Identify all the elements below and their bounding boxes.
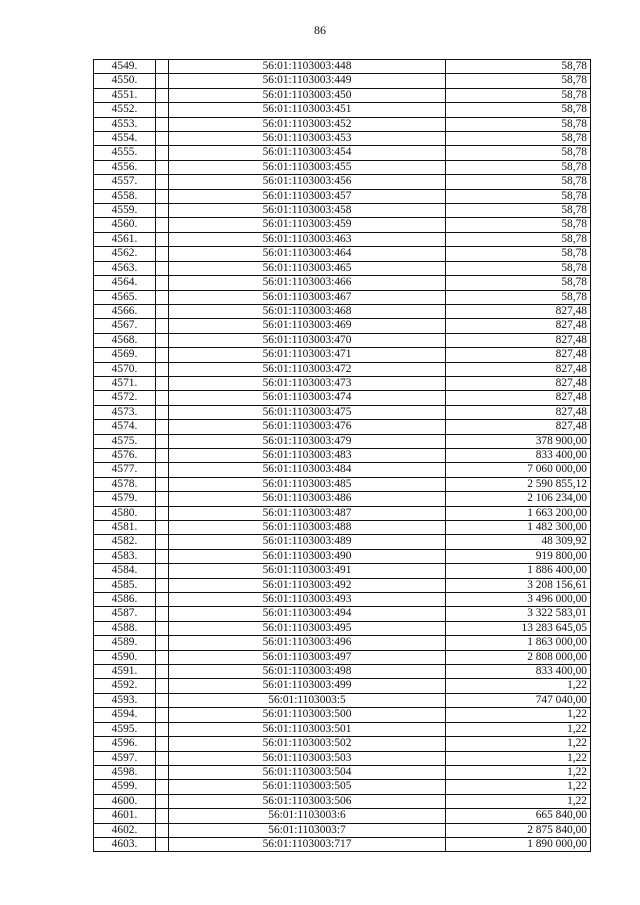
cadastral-value-table [93,59,591,852]
table-row [94,74,591,88]
spacer-cell [156,794,169,808]
row-number-cell: 4602. [94,823,156,837]
cadastral-value-cell: 3 208 156,61 [446,578,591,592]
row-number-cell: 4562. [94,247,156,261]
row-number-cell: 4556. [94,160,156,174]
cadastral-value-cell: 827,48 [446,405,591,419]
table-row [94,578,591,592]
cadastral-number-cell: 56:01:1103003:497 [169,650,446,664]
row-number-cell: 4584. [94,564,156,578]
cadastral-number-cell: 56:01:1103003:468 [169,304,446,318]
spacer-cell [156,60,169,74]
cadastral-value-cell: 827,48 [446,376,591,390]
row-number-cell: 4590. [94,650,156,664]
table-row [94,809,591,823]
row-number-cell: 4595. [94,722,156,736]
spacer-cell [156,837,169,851]
spacer-cell [156,117,169,131]
cadastral-number-cell: 56:01:1103003:495 [169,621,446,635]
spacer-cell [156,376,169,390]
cadastral-value-cell: 58,78 [446,117,591,131]
cadastral-value-cell: 1,22 [446,751,591,765]
cadastral-number-cell: 56:01:1103003:464 [169,247,446,261]
row-number-cell: 4578. [94,477,156,491]
row-number-cell: 4574. [94,420,156,434]
cadastral-number-cell: 56:01:1103003:502 [169,737,446,751]
table-row [94,535,591,549]
table-row [94,477,591,491]
table-row [94,722,591,736]
table-row [94,708,591,722]
cadastral-value-cell: 1,22 [446,708,591,722]
cadastral-number-cell: 56:01:1103003:7 [169,823,446,837]
cadastral-number-cell: 56:01:1103003:489 [169,535,446,549]
cadastral-number-cell: 56:01:1103003:488 [169,521,446,535]
cadastral-value-cell: 58,78 [446,290,591,304]
row-number-cell: 4572. [94,391,156,405]
cadastral-number-cell: 56:01:1103003:448 [169,60,446,74]
cadastral-value-cell: 665 840,00 [446,809,591,823]
cadastral-number-cell: 56:01:1103003:5 [169,693,446,707]
table-row [94,420,591,434]
spacer-cell [156,405,169,419]
row-number-cell: 4585. [94,578,156,592]
cadastral-value-cell: 58,78 [446,74,591,88]
spacer-cell [156,621,169,635]
row-number-cell: 4586. [94,593,156,607]
cadastral-number-cell: 56:01:1103003:6 [169,809,446,823]
cadastral-value-cell: 58,78 [446,218,591,232]
cadastral-number-cell: 56:01:1103003:503 [169,751,446,765]
cadastral-number-cell: 56:01:1103003:459 [169,218,446,232]
cadastral-number-cell: 56:01:1103003:463 [169,232,446,246]
cadastral-value-cell: 7 060 000,00 [446,463,591,477]
spacer-cell [156,434,169,448]
cadastral-value-cell: 58,78 [446,146,591,160]
table-row [94,247,591,261]
cadastral-number-cell: 56:01:1103003:458 [169,204,446,218]
cadastral-value-cell: 58,78 [446,132,591,146]
cadastral-value-cell: 58,78 [446,60,591,74]
table-row [94,160,591,174]
spacer-cell [156,232,169,246]
spacer-cell [156,751,169,765]
spacer-cell [156,175,169,189]
table-row [94,679,591,693]
row-number-cell: 4560. [94,218,156,232]
table-row [94,506,591,520]
cadastral-number-cell: 56:01:1103003:451 [169,103,446,117]
cadastral-number-cell: 56:01:1103003:454 [169,146,446,160]
cadastral-number-cell: 56:01:1103003:469 [169,319,446,333]
spacer-cell [156,593,169,607]
cadastral-value-cell: 827,48 [446,304,591,318]
cadastral-value-cell: 1,22 [446,765,591,779]
row-number-cell: 4597. [94,751,156,765]
table-row [94,88,591,102]
cadastral-number-cell: 56:01:1103003:453 [169,132,446,146]
table-row [94,189,591,203]
table-row [94,304,591,318]
cadastral-number-cell: 56:01:1103003:449 [169,74,446,88]
cadastral-value-cell: 58,78 [446,232,591,246]
cadastral-number-cell: 56:01:1103003:501 [169,722,446,736]
spacer-cell [156,276,169,290]
row-number-cell: 4577. [94,463,156,477]
cadastral-value-cell: 3 322 583,01 [446,607,591,621]
cadastral-number-cell: 56:01:1103003:467 [169,290,446,304]
spacer-cell [156,333,169,347]
cadastral-value-cell: 1 890 000,00 [446,837,591,851]
spacer-cell [156,549,169,563]
spacer-cell [156,391,169,405]
cadastral-number-cell: 56:01:1103003:470 [169,333,446,347]
cadastral-value-cell: 58,78 [446,175,591,189]
table-row [94,593,591,607]
cadastral-value-cell: 13 283 645,05 [446,621,591,635]
spacer-cell [156,765,169,779]
spacer-cell [156,564,169,578]
table-row [94,737,591,751]
cadastral-number-cell: 56:01:1103003:498 [169,665,446,679]
table-row [94,492,591,506]
cadastral-value-cell: 1,22 [446,722,591,736]
cadastral-value-cell: 827,48 [446,420,591,434]
cadastral-value-cell: 747 040,00 [446,693,591,707]
spacer-cell [156,348,169,362]
table-row [94,463,591,477]
spacer-cell [156,304,169,318]
table-row [94,391,591,405]
cadastral-number-cell: 56:01:1103003:471 [169,348,446,362]
cadastral-value-cell: 827,48 [446,319,591,333]
cadastral-value-cell: 1 863 000,00 [446,636,591,650]
row-number-cell: 4579. [94,492,156,506]
row-number-cell: 4555. [94,146,156,160]
spacer-cell [156,204,169,218]
spacer-cell [156,463,169,477]
cadastral-value-cell: 1,22 [446,737,591,751]
table-row [94,636,591,650]
cadastral-number-cell: 56:01:1103003:483 [169,448,446,462]
table-row [94,290,591,304]
spacer-cell [156,492,169,506]
row-number-cell: 4588. [94,621,156,635]
row-number-cell: 4575. [94,434,156,448]
cadastral-value-cell: 3 496 000,00 [446,593,591,607]
cadastral-number-cell: 56:01:1103003:484 [169,463,446,477]
cadastral-value-cell: 827,48 [446,333,591,347]
table-body [94,60,591,852]
table-row [94,232,591,246]
spacer-cell [156,737,169,751]
cadastral-value-cell: 1,22 [446,679,591,693]
table-row [94,276,591,290]
table-row [94,751,591,765]
cadastral-number-cell: 56:01:1103003:450 [169,88,446,102]
cadastral-number-cell: 56:01:1103003:491 [169,564,446,578]
cadastral-number-cell: 56:01:1103003:500 [169,708,446,722]
cadastral-value-cell: 48 309,92 [446,535,591,549]
table-row [94,434,591,448]
row-number-cell: 4550. [94,74,156,88]
cadastral-number-cell: 56:01:1103003:479 [169,434,446,448]
table-row [94,607,591,621]
cadastral-value-cell: 1 663 200,00 [446,506,591,520]
spacer-cell [156,722,169,736]
row-number-cell: 4554. [94,132,156,146]
spacer-cell [156,189,169,203]
cadastral-number-cell: 56:01:1103003:505 [169,780,446,794]
cadastral-number-cell: 56:01:1103003:496 [169,636,446,650]
row-number-cell: 4594. [94,708,156,722]
row-number-cell: 4561. [94,232,156,246]
row-number-cell: 4570. [94,362,156,376]
row-number-cell: 4563. [94,261,156,275]
cadastral-value-cell: 2 106 234,00 [446,492,591,506]
row-number-cell: 4598. [94,765,156,779]
cadastral-value-cell: 58,78 [446,276,591,290]
row-number-cell: 4573. [94,405,156,419]
spacer-cell [156,88,169,102]
table-row [94,117,591,131]
row-number-cell: 4596. [94,737,156,751]
cadastral-value-cell: 2 875 840,00 [446,823,591,837]
cadastral-number-cell: 56:01:1103003:476 [169,420,446,434]
spacer-cell [156,679,169,693]
spacer-cell [156,160,169,174]
table-row [94,837,591,851]
spacer-cell [156,578,169,592]
row-number-cell: 4551. [94,88,156,102]
spacer-cell [156,650,169,664]
table-row [94,204,591,218]
cadastral-value-cell: 58,78 [446,261,591,275]
cadastral-value-cell: 1,22 [446,780,591,794]
row-number-cell: 4589. [94,636,156,650]
cadastral-value-cell: 827,48 [446,362,591,376]
spacer-cell [156,103,169,117]
table-row [94,549,591,563]
cadastral-number-cell: 56:01:1103003:494 [169,607,446,621]
cadastral-number-cell: 56:01:1103003:499 [169,679,446,693]
spacer-cell [156,823,169,837]
cadastral-number-cell: 56:01:1103003:472 [169,362,446,376]
spacer-cell [156,665,169,679]
cadastral-number-cell: 56:01:1103003:504 [169,765,446,779]
row-number-cell: 4580. [94,506,156,520]
cadastral-value-cell: 58,78 [446,88,591,102]
row-number-cell: 4568. [94,333,156,347]
row-number-cell: 4566. [94,304,156,318]
cadastral-value-cell: 58,78 [446,160,591,174]
spacer-cell [156,506,169,520]
row-number-cell: 4564. [94,276,156,290]
spacer-cell [156,809,169,823]
cadastral-number-cell: 56:01:1103003:456 [169,175,446,189]
spacer-cell [156,693,169,707]
row-number-cell: 4600. [94,794,156,808]
spacer-cell [156,74,169,88]
table-row [94,650,591,664]
cadastral-number-cell: 56:01:1103003:486 [169,492,446,506]
row-number-cell: 4576. [94,448,156,462]
cadastral-value-cell: 1 482 300,00 [446,521,591,535]
row-number-cell: 4569. [94,348,156,362]
cadastral-value-cell: 827,48 [446,391,591,405]
spacer-cell [156,319,169,333]
cadastral-value-cell: 833 400,00 [446,448,591,462]
cadastral-value-cell: 1,22 [446,794,591,808]
spacer-cell [156,261,169,275]
spacer-cell [156,218,169,232]
cadastral-number-cell: 56:01:1103003:465 [169,261,446,275]
table-row [94,780,591,794]
table-row [94,823,591,837]
cadastral-value-cell: 1 886 400,00 [446,564,591,578]
spacer-cell [156,448,169,462]
cadastral-number-cell: 56:01:1103003:452 [169,117,446,131]
table-row [94,621,591,635]
table-row [94,146,591,160]
row-number-cell: 4593. [94,693,156,707]
spacer-cell [156,521,169,535]
table-row [94,261,591,275]
cadastral-value-cell: 2 590 855,12 [446,477,591,491]
cadastral-value-cell: 58,78 [446,204,591,218]
spacer-cell [156,420,169,434]
spacer-cell [156,607,169,621]
row-number-cell: 4582. [94,535,156,549]
spacer-cell [156,636,169,650]
row-number-cell: 4553. [94,117,156,131]
cadastral-value-cell: 58,78 [446,189,591,203]
row-number-cell: 4565. [94,290,156,304]
table-row [94,333,591,347]
cadastral-value-cell: 58,78 [446,103,591,117]
cadastral-number-cell: 56:01:1103003:474 [169,391,446,405]
table-row [94,218,591,232]
cadastral-number-cell: 56:01:1103003:487 [169,506,446,520]
spacer-cell [156,780,169,794]
row-number-cell: 4567. [94,319,156,333]
table-row [94,405,591,419]
spacer-cell [156,146,169,160]
spacer-cell [156,247,169,261]
row-number-cell: 4592. [94,679,156,693]
table-row [94,60,591,74]
row-number-cell: 4549. [94,60,156,74]
table-row [94,564,591,578]
table-row [94,132,591,146]
table-row [94,794,591,808]
cadastral-number-cell: 56:01:1103003:492 [169,578,446,592]
table-row [94,765,591,779]
row-number-cell: 4601. [94,809,156,823]
table-row [94,693,591,707]
table-row [94,103,591,117]
table-row [94,521,591,535]
table-row [94,448,591,462]
table-row [94,376,591,390]
row-number-cell: 4557. [94,175,156,189]
table-row [94,319,591,333]
cadastral-number-cell: 56:01:1103003:493 [169,593,446,607]
spacer-cell [156,708,169,722]
spacer-cell [156,535,169,549]
cadastral-value-cell: 919 800,00 [446,549,591,563]
cadastral-value-cell: 827,48 [446,348,591,362]
cadastral-value-cell: 58,78 [446,247,591,261]
table-row [94,175,591,189]
cadastral-number-cell: 56:01:1103003:717 [169,837,446,851]
row-number-cell: 4599. [94,780,156,794]
cadastral-number-cell: 56:01:1103003:466 [169,276,446,290]
row-number-cell: 4571. [94,376,156,390]
cadastral-number-cell: 56:01:1103003:473 [169,376,446,390]
row-number-cell: 4587. [94,607,156,621]
cadastral-value-cell: 833 400,00 [446,665,591,679]
page-number: 86 [314,23,326,37]
cadastral-number-cell: 56:01:1103003:506 [169,794,446,808]
cadastral-value-cell: 378 900,00 [446,434,591,448]
row-number-cell: 4603. [94,837,156,851]
spacer-cell [156,132,169,146]
row-number-cell: 4552. [94,103,156,117]
cadastral-value-cell: 2 808 000,00 [446,650,591,664]
cadastral-number-cell: 56:01:1103003:475 [169,405,446,419]
cadastral-number-cell: 56:01:1103003:490 [169,549,446,563]
table-row [94,348,591,362]
row-number-cell: 4591. [94,665,156,679]
row-number-cell: 4581. [94,521,156,535]
spacer-cell [156,362,169,376]
table-row [94,362,591,376]
cadastral-number-cell: 56:01:1103003:485 [169,477,446,491]
row-number-cell: 4558. [94,189,156,203]
cadastral-number-cell: 56:01:1103003:457 [169,189,446,203]
spacer-cell [156,290,169,304]
cadastral-number-cell: 56:01:1103003:455 [169,160,446,174]
row-number-cell: 4559. [94,204,156,218]
row-number-cell: 4583. [94,549,156,563]
table-row [94,665,591,679]
spacer-cell [156,477,169,491]
